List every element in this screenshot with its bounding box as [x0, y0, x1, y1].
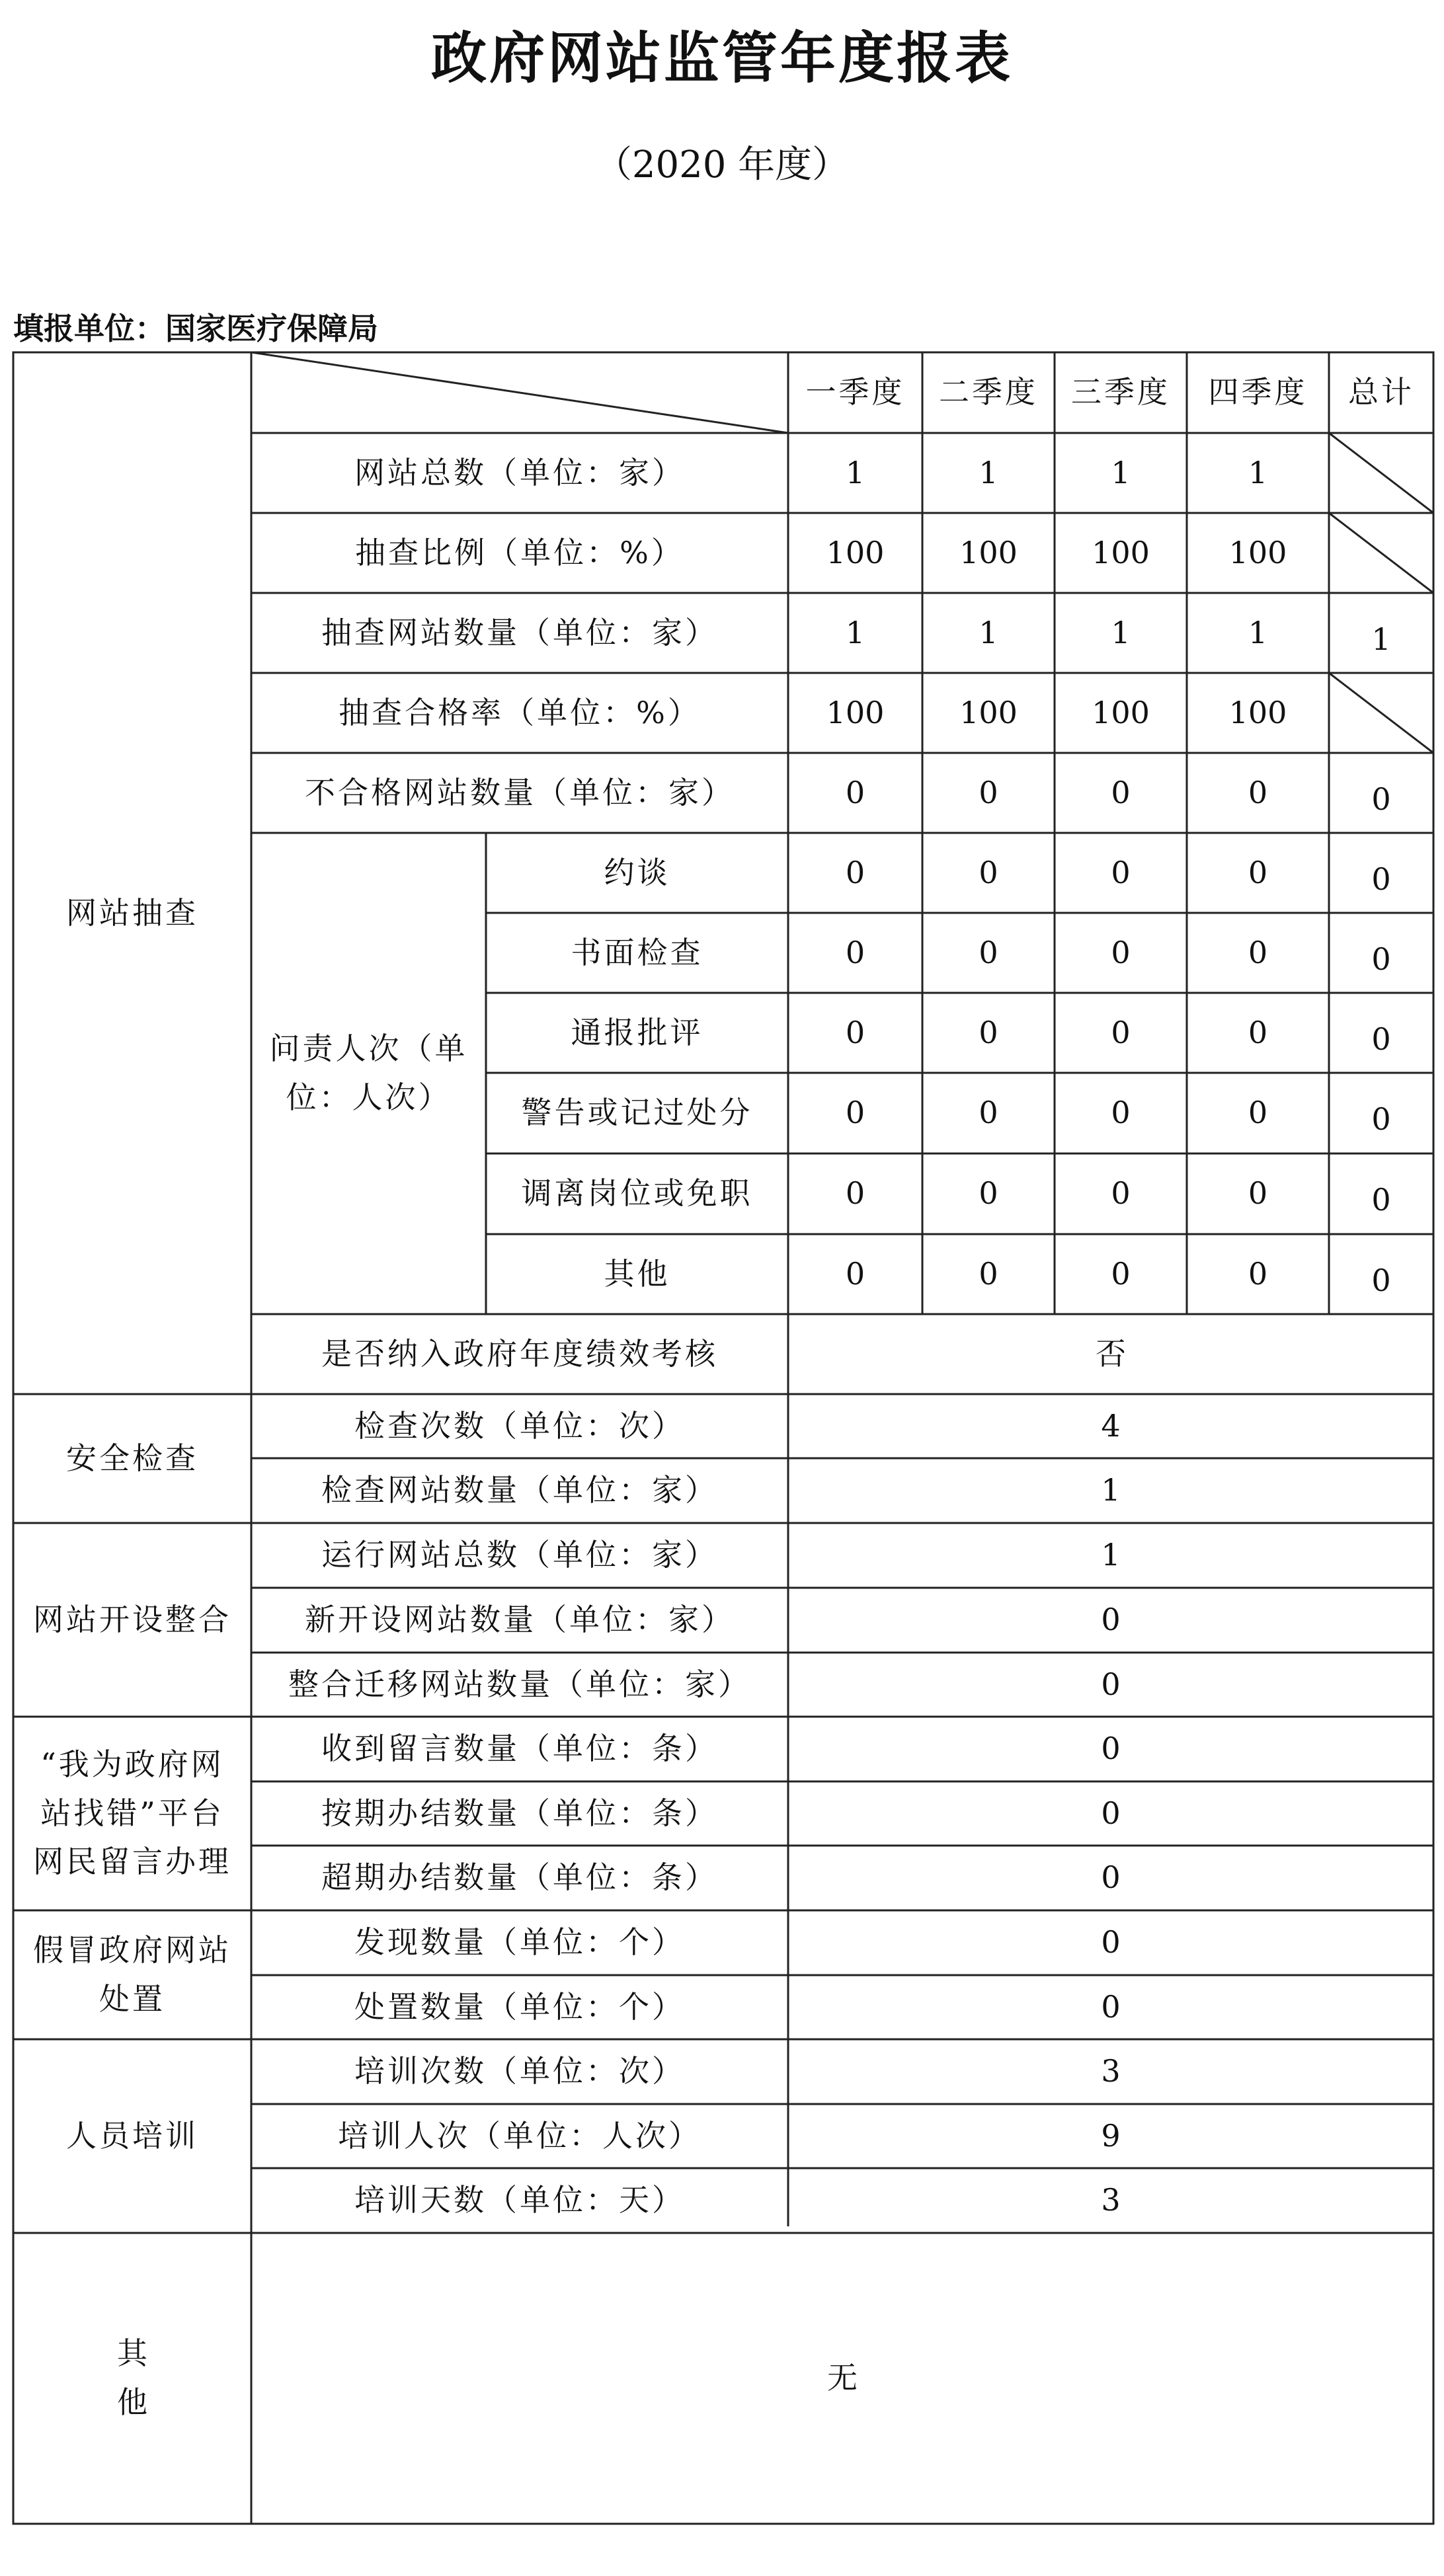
cell-total: 1 [1371, 621, 1391, 657]
cell-value: 0 [1101, 1988, 1121, 2025]
cell-value: 3 [1101, 2182, 1121, 2218]
cell-value: 0 [1101, 1924, 1121, 1961]
cell-total: 0 [1371, 1182, 1391, 1218]
cell-value: 3 [1101, 2053, 1121, 2089]
row-label: 检查次数（单位：次） [354, 1407, 685, 1444]
row-label-written-review: 书面检查 [571, 934, 703, 970]
cell-total: 0 [1371, 1263, 1391, 1298]
cell-q3: 0 [1111, 1014, 1131, 1050]
row-label: 培训人次（单位：人次） [338, 2117, 702, 2154]
row-group-label-accountability: 问责人次（单位：人次） [269, 1031, 468, 1115]
cell-q2: 0 [979, 934, 998, 970]
cell-q3: 0 [1111, 1175, 1131, 1212]
cell-q4: 0 [1248, 1175, 1268, 1212]
cell-q1: 1 [845, 454, 865, 490]
column-header-q4: 四季度 [1208, 374, 1308, 410]
other-value: 无 [827, 2360, 858, 2396]
row-label-total-sites: 网站总数（单位：家） [354, 454, 685, 490]
row-label: 培训天数（单位：天） [354, 2182, 685, 2218]
cell-total: 0 [1371, 941, 1391, 977]
cell-q2: 0 [979, 1014, 998, 1050]
cell-q4: 0 [1248, 1095, 1268, 1131]
cell-value: 9 [1101, 2117, 1121, 2154]
cell-q4: 1 [1248, 454, 1268, 490]
cell-total: 0 [1371, 861, 1391, 897]
row-label-other-accountability: 其他 [604, 1255, 670, 1292]
cell-q4: 0 [1248, 774, 1268, 810]
section-label-other: 其他 [117, 2335, 247, 2420]
cell-value: 0 [1101, 1731, 1121, 1767]
cell-q3: 100 [1092, 694, 1150, 730]
cell-q1: 1 [845, 614, 865, 650]
row-label: 运行网站总数（单位：家） [321, 1537, 718, 1573]
cell-q1: 100 [826, 534, 885, 570]
cell-q2: 0 [979, 1255, 998, 1292]
section-label-security: 安全检查 [66, 1440, 198, 1476]
cell-q4: 100 [1228, 694, 1287, 730]
cell-q4: 0 [1248, 1255, 1268, 1292]
cell-q2: 0 [979, 1175, 998, 1212]
row-label: 整合迁移网站数量（单位：家） [288, 1666, 751, 1702]
section-label-fake-sites: 假冒政府网站处置 [33, 1932, 231, 2017]
cell-total: 0 [1371, 1101, 1391, 1137]
column-header-q3: 三季度 [1071, 374, 1170, 410]
cell-q3: 0 [1111, 1095, 1131, 1131]
cell-q3: 1 [1111, 454, 1131, 490]
row-label-warning: 警告或记过处分 [521, 1095, 753, 1131]
cell-q1: 0 [845, 774, 865, 810]
cell-q3: 100 [1092, 534, 1150, 570]
cell-q1: 100 [826, 694, 885, 730]
cell-q2: 1 [979, 454, 998, 490]
cell-q1: 0 [845, 1095, 865, 1131]
reporting-unit: 填报单位：国家医疗保障局 [13, 311, 378, 346]
cell-q1: 0 [845, 1175, 865, 1212]
report-year: （2020 年度） [594, 143, 850, 186]
cell-q3: 0 [1111, 1255, 1131, 1292]
cell-total: 0 [1371, 781, 1391, 817]
section-label-training: 人员培训 [66, 2117, 198, 2154]
row-label: 新开设网站数量（单位：家） [305, 1602, 735, 1638]
row-label-interview: 约谈 [604, 854, 670, 890]
cell-value: 4 [1101, 1407, 1121, 1444]
cell-value: 否 [1096, 1335, 1126, 1372]
row-label: 超期办结数量（单位：条） [321, 1859, 718, 1896]
row-label: 按期办结数量（单位：条） [321, 1795, 718, 1831]
row-label-dismissal: 调离岗位或免职 [521, 1175, 753, 1212]
column-header-q2: 二季度 [939, 374, 1038, 410]
cell-q1: 0 [845, 1255, 865, 1292]
cell-q2: 100 [959, 534, 1018, 570]
cell-value: 0 [1101, 1795, 1121, 1831]
cell-q2: 100 [959, 694, 1018, 730]
cell-q3: 0 [1111, 934, 1131, 970]
section-label-site-setup: 网站开设整合 [33, 1601, 231, 1637]
cell-q3: 1 [1111, 614, 1131, 650]
row-label-pass-rate: 抽查合格率（单位：%） [339, 694, 701, 730]
row-label-performance: 是否纳入政府年度绩效考核 [321, 1335, 718, 1372]
cell-q2: 0 [979, 774, 998, 810]
cell-q2: 1 [979, 614, 998, 650]
row-label: 收到留言数量（单位：条） [321, 1731, 718, 1767]
cell-value: 0 [1101, 1859, 1121, 1896]
column-header-total: 总计 [1348, 374, 1414, 410]
column-header-q1: 一季度 [805, 374, 905, 410]
row-label-sampling-ratio: 抽查比例（单位：%） [355, 534, 684, 570]
row-label: 检查网站数量（单位：家） [321, 1472, 718, 1508]
cell-q2: 0 [979, 1095, 998, 1131]
row-label: 培训次数（单位：次） [354, 2053, 685, 2089]
cell-q1: 0 [845, 934, 865, 970]
cell-q1: 0 [845, 1014, 865, 1050]
cell-value: 0 [1101, 1666, 1121, 1702]
cell-value: 0 [1101, 1602, 1121, 1638]
row-label-failed-sites: 不合格网站数量（单位：家） [305, 774, 735, 810]
report-title: 政府网站监管年度报表 [430, 26, 1013, 91]
cell-q3: 0 [1111, 854, 1131, 890]
cell-q4: 100 [1228, 534, 1287, 570]
cell-q3: 0 [1111, 774, 1131, 810]
row-label-public-criticism: 通报批评 [571, 1014, 703, 1050]
cell-total: 0 [1371, 1021, 1391, 1057]
cell-value: 1 [1101, 1537, 1121, 1573]
cell-q4: 0 [1248, 1014, 1268, 1050]
cell-q4: 1 [1248, 614, 1268, 650]
cell-q2: 0 [979, 854, 998, 890]
row-label: 处置数量（单位：个） [354, 1988, 685, 2025]
cell-q4: 0 [1248, 854, 1268, 890]
cell-q4: 0 [1248, 934, 1268, 970]
cell-q1: 0 [845, 854, 865, 890]
section-label-spot-check: 网站抽查 [66, 895, 198, 931]
cell-value: 1 [1101, 1472, 1121, 1508]
row-label: 发现数量（单位：个） [354, 1924, 685, 1961]
section-label-message-handling: “我为政府网站找错”平台网民留言办理 [33, 1746, 231, 1880]
row-label-sampled-sites: 抽查网站数量（单位：家） [321, 614, 718, 650]
